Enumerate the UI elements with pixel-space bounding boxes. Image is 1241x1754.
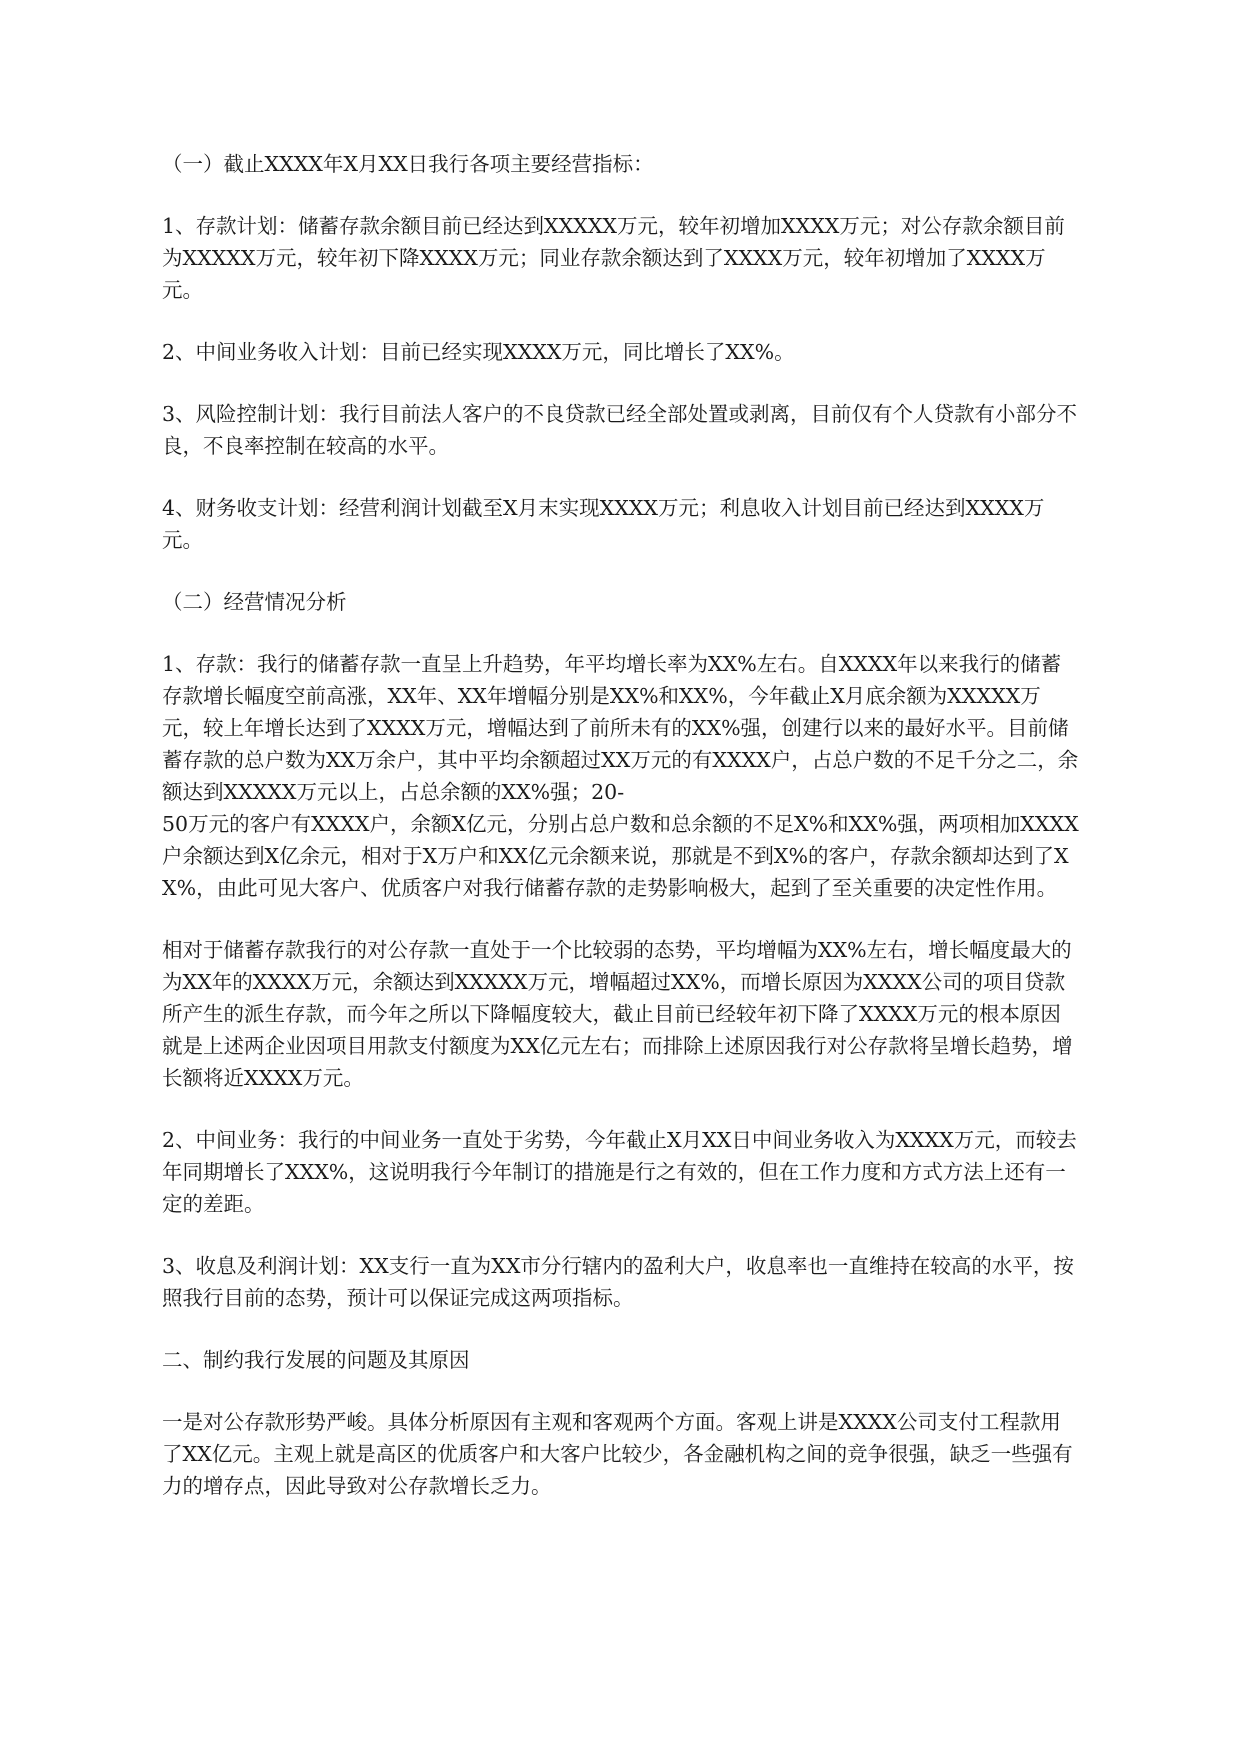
paragraph-financial-plan: 4、财务收支计划：经营利润计划截至X月末实现XXXX万元；利息收入计划目前已经达到XXXX万元。 — [162, 496, 1045, 552]
paragraph-interest-profit: 3、收息及利润计划：XX支行一直为XX市分行辖内的盈利大户，收息率也一直维持在较高的水平，按照我行目前的态势，预计可以保证完成这两项指标。 — [162, 1254, 1074, 1310]
section-heading-problems: 二、制约我行发展的问题及其原因 — [162, 1348, 470, 1372]
paragraph-corporate-deposit: 相对于储蓄存款我行的对公存款一直处于一个比较弱的态势，平均增幅为XX%左右，增长幅度最大的为XX年的XXXX万元，余额达到XXXXX万元，增幅超过XX%，而增长原因为XXXX公司的项目贷款所产生的派生存款，而今年之所以下降幅度较大，截止目前已经较年初下降了XXXX万元的根本原因就是上述两企业因项目用款支付额度为XX亿元左右；而排除上述原因我行对公存款将呈增长趋势，增长额将近XXXX万元。 — [162, 938, 1073, 1090]
paragraph-problem-one: 一是对公存款形势严峻。具体分析原因有主观和客观两个方面。客观上讲是XXXX公司支付工程款用了XX亿元。主观上就是高区的优质客户和大客户比较少，各金融机构之间的竞争很强，缺乏一些强有力的增存点，因此导致对公存款增长乏力。 — [162, 1410, 1073, 1498]
section-heading-1: （一）截止XXXX年X月XX日我行各项主要经营指标： — [162, 152, 654, 176]
paragraph-deposit-analysis: 1、存款：我行的储蓄存款一直呈上升趋势，年平均增长率为XX%左右。自XXXX年以来我行的储蓄存款增长幅度空前高涨，XX年、XX年增幅分别是XX%和XX%，今年截止X月底余额为XXXXX万元，较上年增长达到了XXXX万元，增幅达到了前所未有的XX%强，创建行以来的最好水平。目前储蓄存款的总户数为XX万余户，其中平均余额超过XX万元的有XXXX户，占总户数的不足千分之二，余额达到XXXXX万元以上，占总余额的XX%强；20- 50万元的客户有XXXX户，余额X亿元，分别占总户数和总余额的不足X%和XX%强，两项相加XXXX户余额达到X亿余元，相对于X万户和XX亿元余额来说，那就是不到X%的客户，存款余额却达到了XX%，由此可见大客户、优质客户对我行储蓄存款的走势影响极大，起到了至关重要的决定性作用。 — [162, 652, 1079, 900]
paragraph-risk-control: 3、风险控制计划：我行目前法人客户的不良贷款已经全部处置或剥离，目前仅有个人贷款有小部分不良，不良率控制在较高的水平。 — [162, 402, 1078, 458]
paragraph-intermediary-business: 2、中间业务：我行的中间业务一直处于劣势，今年截止X月XX日中间业务收入为XXXX万元，而较去年同期增长了XXX%，这说明我行今年制订的措施是行之有效的，但在工作力度和方式方法上还有一定的差距。 — [162, 1128, 1077, 1216]
section-heading-2: （二）经营情况分析 — [162, 590, 347, 614]
paragraph-intermediary-income: 2、中间业务收入计划：目前已经实现XXXX万元，同比增长了XX%。 — [162, 340, 795, 364]
document-body — [162, 148, 1080, 1532]
paragraph-deposit-plan: 1、存款计划：储蓄存款余额目前已经达到XXXXX万元，较年初增加XXXX万元；对公存款余额目前为XXXXX万元，较年初下降XXXX万元；同业存款余额达到了XXXX万元，较年初增加了XXXX万元。 — [162, 214, 1065, 302]
